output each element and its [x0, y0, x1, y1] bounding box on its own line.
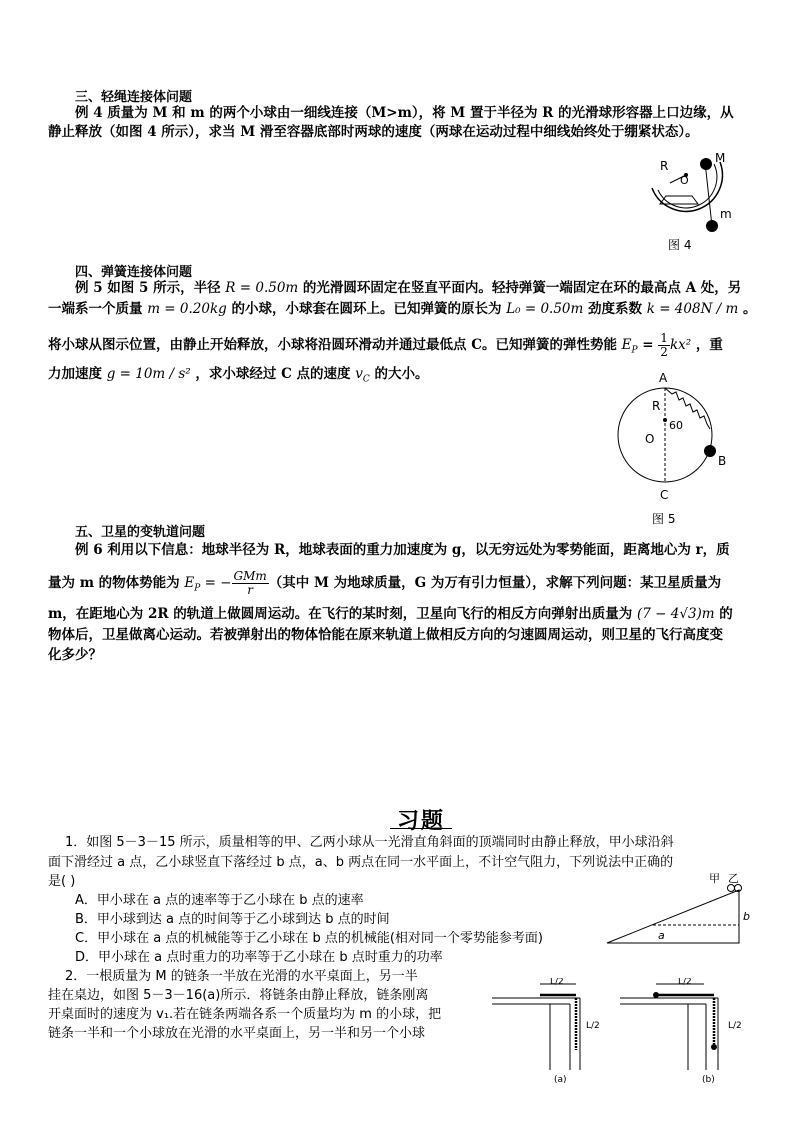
example-6-line-2	[48, 570, 783, 598]
section-5-title: 五、卫星的变轨道问题	[75, 525, 206, 540]
q1-option-B: B．甲小球到达 a 点的时间等于乙小球到达 b 点的时间	[75, 912, 390, 927]
example-5-line-4	[48, 365, 648, 389]
ball	[704, 445, 716, 457]
formula-mass: m = 0.20kg	[147, 301, 227, 317]
formula-energy-sub: P	[631, 345, 638, 356]
ex5-text: 的小球，小球套在圆环上。已知弹簧的原长为	[226, 301, 507, 317]
fraction-potential	[232, 570, 269, 597]
formula-velocity: v	[355, 366, 363, 382]
q1-line-2: 面下滑经过 a 点，乙小球竖直下落经过 b 点，a、b 两点在同一水平面上，不计空气阻力，下列说法中正确的	[48, 855, 674, 870]
ex6-text: 的	[714, 606, 733, 622]
label-O: O	[680, 174, 689, 187]
q2-line-4: 链条一半和一个小球放在光滑的水平桌面上，另一半和另一个小球	[48, 1026, 426, 1041]
ex5-text: 。	[738, 301, 757, 317]
center-point	[663, 418, 667, 422]
formula-eq: = −	[200, 575, 232, 591]
formula-length: L₀ = 0.50m	[506, 301, 584, 317]
ball-hanging	[711, 1044, 717, 1050]
figure-5	[612, 368, 732, 528]
formula-mass-expr: (7 − 4√3)m	[637, 606, 715, 622]
q2-line-3: 开桌面时的速度为 v₁.若在链条两端各系一个质量均为 m 的小球，把	[48, 1007, 442, 1022]
example-6-line-4: 物体后，卫星做离心运动。若被弹射出的物体恰能在原来轨道上做相反方向的匀速圆周运动，则卫星的飞行高度变	[48, 627, 723, 643]
example-6-line-1: 例 6 利用以下信息：地球半径为 R，地球表面的重力加速度为 g，以无穷远处为零势能面，距离地心为 r，质	[75, 542, 730, 558]
label-O: O	[645, 432, 655, 446]
label-half-top: L/2	[550, 978, 564, 987]
ex5-text: 的光滑圆环固定在竖直平面内。轻持弹簧一端固定在环的最高点 A 处，另	[298, 280, 742, 296]
exercises-title: 习题	[397, 809, 446, 834]
ex5-text: ，求小球经过 C 点的速度	[190, 366, 356, 382]
q1-option-D: D．甲小球在 a 点时重力的功率等于乙小球在 b 点时重力的功率	[75, 950, 443, 965]
formula-gravity: g = 10m / s²	[106, 366, 191, 382]
ball-jia	[728, 885, 735, 892]
ex5-text: ，重	[691, 337, 723, 353]
label-m: m	[720, 207, 732, 221]
figure-chain-b	[618, 978, 748, 1086]
ex5-text: 一端系一个质量	[48, 301, 148, 317]
formula-energy-E: E	[621, 337, 632, 353]
figure-5-caption: 图 5	[652, 512, 676, 526]
example-5-line-3	[48, 332, 783, 360]
ball-M	[700, 158, 712, 170]
figure-incline	[605, 868, 755, 948]
label-M: M	[715, 151, 726, 165]
ex5-text: 将小球从图示位置，由静止开始释放，小球将沿圆环滑动并通过最低点 C。已知弹簧的弹性势能	[48, 337, 622, 353]
fraction-den: 2	[660, 345, 668, 359]
q1-line-3: 是( )	[48, 874, 76, 889]
ex6-text: m，在距地心为 2R 的轨道上做圆周运动。在飞行的某时刻，卫星向飞行的相反方向弹射出质量为	[48, 606, 637, 622]
formula-energy-sub: P	[194, 583, 201, 594]
q1-line-1: 1．如图 5－3－15 所示，质量相等的甲、乙两小球从一光滑直角斜面的顶端同时由静止释放，甲小球沿斜	[65, 835, 674, 850]
title-underline	[390, 828, 452, 829]
label-half-side: L/2	[728, 1021, 742, 1031]
label-half-side: L/2	[586, 1021, 600, 1031]
example-5-line-1	[75, 279, 780, 297]
fraction-num: 1	[660, 331, 668, 345]
figure-4	[640, 148, 770, 258]
figure-4-caption: 图 4	[668, 238, 692, 252]
incline-triangle	[607, 890, 739, 943]
example-6-line-3	[48, 605, 788, 623]
example-4-line-1: 例 4 质量为 M 和 m 的两个小球由一细线连接（M>m），将 M 置于半径为 R 的光滑球形容器上口边缘，从	[75, 105, 734, 121]
q2-line-1: 2．一根质量为 M 的链条一半放在光滑的水平桌面上，另一半	[65, 969, 418, 984]
fraction-den: r	[247, 583, 254, 597]
formula-energy-E: E	[184, 575, 195, 591]
formula-kx2: kx²	[669, 337, 692, 353]
fraction-half	[658, 332, 670, 359]
q1-option-C: C．甲小球在 a 点的机械能等于乙小球在 b 点的机械能(相对同一个零势能参考面)	[75, 931, 543, 946]
q2-line-2: 挂在桌边，如图 5－3－16(a)所示．将链条由静止释放，链条刚离	[48, 988, 429, 1003]
string-line	[705, 162, 712, 226]
ex5-text: 的大小。	[369, 366, 429, 382]
label-half-top: L/2	[678, 978, 692, 987]
ex5-text: 力加速度	[48, 366, 107, 382]
ex6-text: 量为 m 的物体势能为	[48, 575, 185, 591]
formula-k: k = 408N / m	[646, 301, 739, 317]
label-R: R	[660, 159, 669, 173]
example-5-line-2	[48, 300, 778, 318]
example-4-line-2: 静止释放（如图 4 所示），求当 M 滑至容器底部时两球的速度（两球在运动过程中细线始终处于绷紧状态）。	[48, 124, 699, 140]
section-3-title: 三、轻绳连接体问题	[75, 90, 193, 105]
label-jia: 甲	[709, 872, 720, 885]
label-yi: 乙	[728, 872, 739, 885]
example-6-line-5: 化多少？	[48, 647, 102, 663]
label-angle: 60	[669, 419, 683, 432]
q1-option-A: A．甲小球在 a 点的速率等于乙小球在 b 点的速率	[75, 893, 364, 908]
label-A: A	[659, 371, 668, 385]
formula-radius: R = 0.50m	[225, 280, 299, 296]
label-a: a	[658, 929, 665, 942]
ex5-text: 例 5 如图 5 所示，半径	[75, 280, 226, 296]
ex5-text: 劲度系数	[583, 301, 647, 317]
label-C: C	[660, 488, 669, 502]
section-4-title: 四、弹簧连接体问题	[75, 265, 193, 280]
fraction-num: GMm	[233, 569, 267, 583]
figure-chain-a	[490, 978, 600, 1086]
ex6-text: （其中 M 为地球质量，G 为万有引力恒量），求解下列问题：某卫星质量为	[268, 575, 722, 591]
formula-velocity-sub: C	[362, 374, 370, 385]
label-R: R	[652, 399, 661, 413]
label-b: (b)	[702, 1075, 715, 1085]
ball-m	[706, 220, 718, 232]
formula-eq: =	[637, 337, 659, 353]
label-B: B	[718, 454, 727, 468]
label-b: b	[743, 910, 750, 923]
label-a: (a)	[554, 1075, 567, 1085]
